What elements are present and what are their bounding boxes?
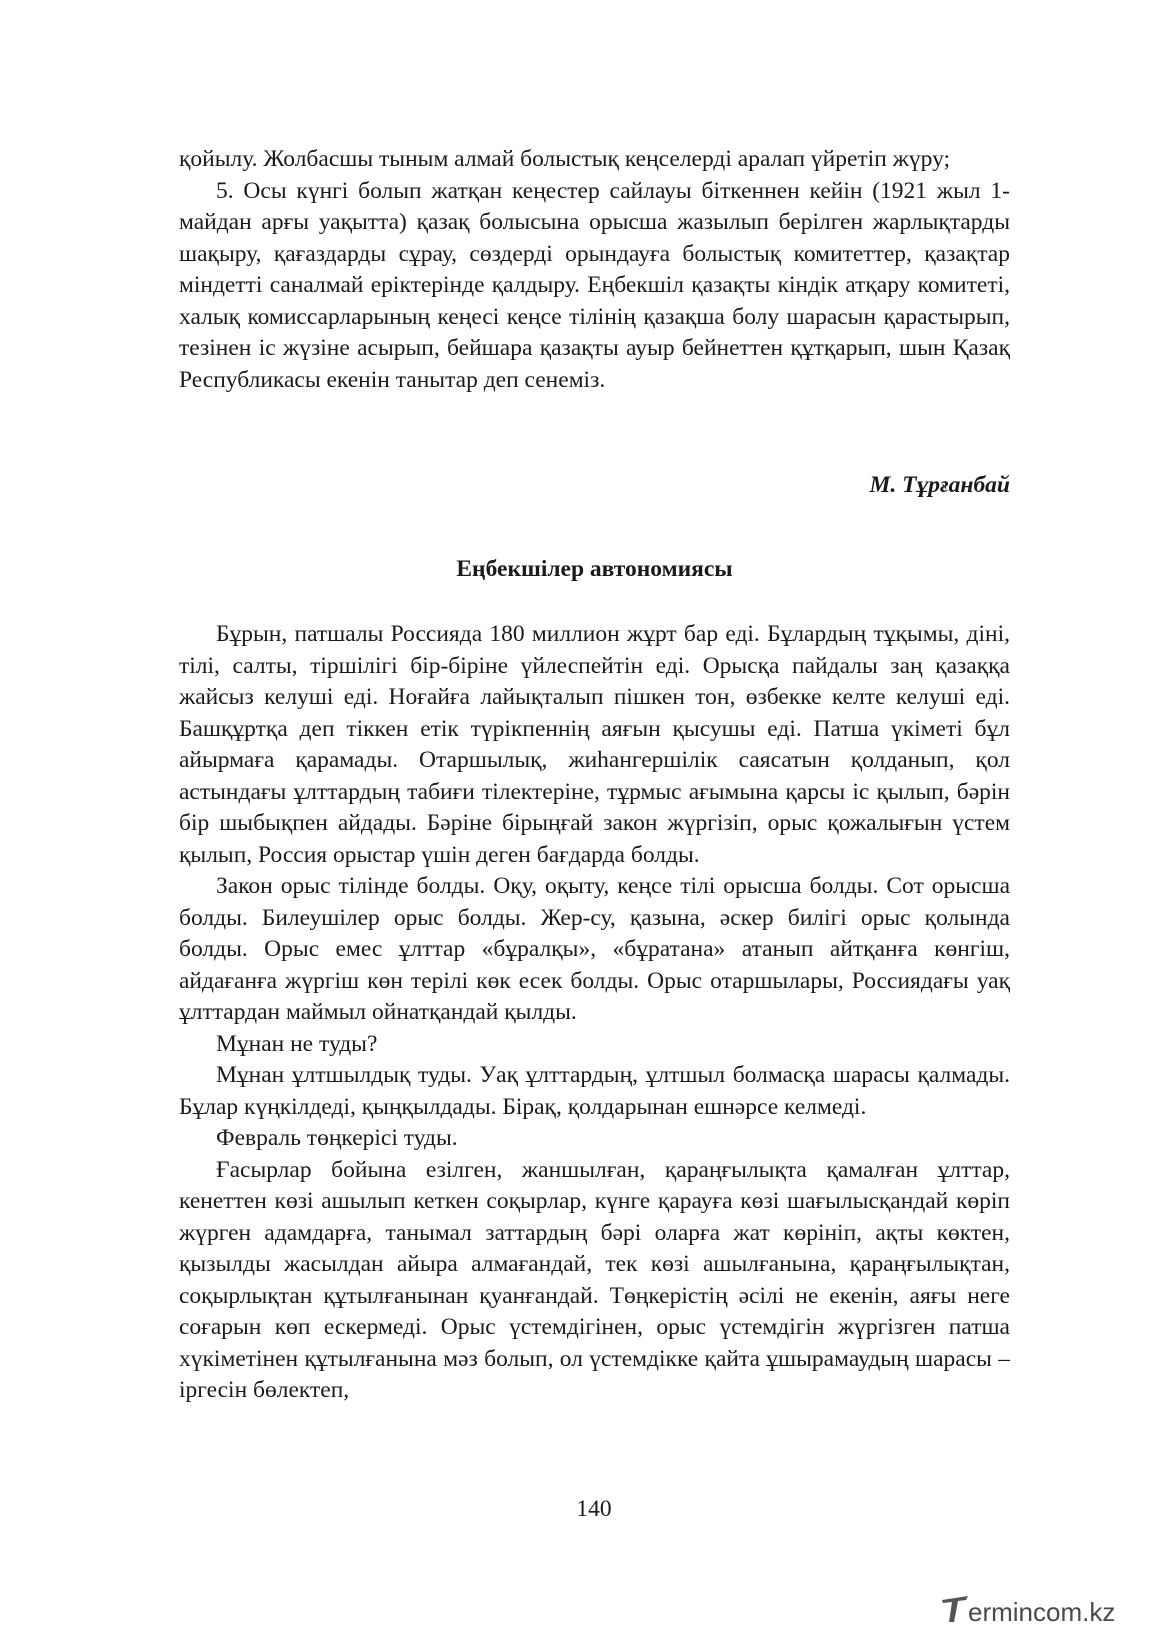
article-paragraph: Закон орыс тілінде болды. Оқу, оқыту, кеңсе тілі орысша болды. Сот орысша болды. Билеушілер орыс болды. Жер-су, қазына, әскер билігі орыс қолында болды. Орыс емес ұлттар «бұралқы», «бұратана» атанып айтқанға көнгіш, айдағанға жүргіш көн терілі көк есек болды. Орыс отаршылары, Россиядағы уақ ұлттардан маймыл ойнатқандай қылды. (179, 873, 1010, 1025)
termincom-logo-icon (940, 1590, 1150, 1630)
author-signature: М. Тұрғанбай (869, 472, 1010, 498)
article-paragraph: Бұрын, патшалы Россияда 180 миллион жұрт бар еді. Бұлардың тұқымы, діні, тілі, салты, тіршілігі бір-біріне үйлеспейтін еді. Орысқа пайдалы заң қазаққа жайсыз келуші еді. Ноғайға лайықталып пішкен тон, өзбекке келте келуші еді. Башқұртқа деп тіккен етік түрікпеннің аяғын қысушы еді. Патша үкіметі бұл айырмаға қарамады. Отаршылық, жиһангершілік саясатын қолданып, қол астындағы ұлттардың табиғи тілектеріне, тұрмыс ағымына қарсы іс қылып, бәрін бір шыбықпен айдады. Бәріне бірыңғай закон жүргізіп, орыс қожалығын үстем қылып, Россия орыстар үшін деген бағдарда болды. (179, 621, 1010, 868)
page-number: 140 (576, 1496, 612, 1522)
article-paragraph: Мұнан не туды? (216, 1030, 378, 1057)
article-title: Еңбекшілер автономиясы (456, 556, 733, 582)
continuation-paragraph: қойылу. Жолбасшы тыным алмай болыстық кеңселерді аралап үйретіп жүру; (179, 146, 951, 172)
article-paragraph: Мұнан ұлтшылдық туды. Уақ ұлттардың, ұлтшыл болмасқа шарасы қалмады. Бұлар күңкілдеді, қыңқылдады. Бірақ, қолдарынан ешнәрсе келмеді. (179, 1062, 1010, 1120)
article-body (179, 619, 1010, 1407)
point-5-paragraph: 5. Осы күнгі болып жатқан кеңестер сайлауы біткеннен кейін (1921 жыл 1-майдан арғы уақытта) қазақ болысына орысша жазылып берілген жарлықтарды шақыру, қағаздарды сұрау, сөздерді орындауға болыстық комитеттер, қазақтар міндетті саналмай еріктерінде қалдыру. Еңбекшіл қазақты кіндік атқару комитеті, халық комиссарларының кеңесі кеңсе тілінің қазақша болу шарасын қарастырып, тезінен іс жүзіне асырып, бейшара қазақты ауыр бейнеттен құтқарып, шын Қазақ Республикасы екенін танытар деп сенеміз. (179, 177, 1010, 393)
intro-section (179, 144, 1010, 396)
article-paragraph: Февраль төңкерісі туды. (216, 1125, 458, 1151)
svg-text:ermincom.kz: ermincom.kz (968, 1597, 1116, 1627)
watermark-logo (940, 1590, 1150, 1630)
article-paragraph: Ғасырлар бойына езілген, жаншылған, қараңғылықта қамалған ұлттар, кенеттен көзі ашылып кеткен соқырлар, күнге қарауға көзі шағылысқандай көріп жүрген адамдарға, танымал заттардың бәрі оларға жат көрініп, ақты көктен, қызылды жасылдан айыра алмағандай, тек көзі ашылғанына, қараңғылықтан, соқырлықтан құтылғанынан қуанғандай. Төңкерістің әсілі не екенін, аяғы неге соғарын көп ескермеді. Орыс үстемдігінен, орыс үстемдігін жүргізген патша хүкіметінен құтылғанына мәз болып, ол үстемдікке қайта ұшырамаудың шарасы – іргесін бөлектеп, (179, 1156, 1010, 1403)
